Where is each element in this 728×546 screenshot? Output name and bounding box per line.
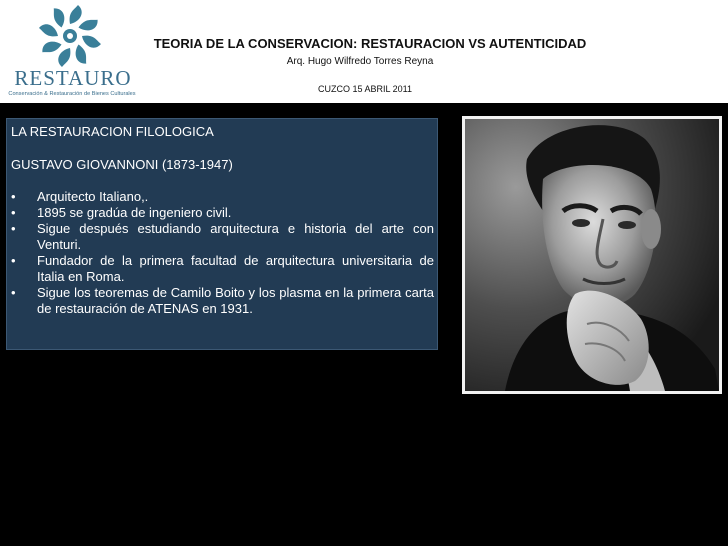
bullet-marker: • bbox=[11, 205, 16, 220]
logo-tagline: Conservación & Restauración de Bienes Culturales bbox=[8, 91, 136, 97]
bullet-text: Sigue los teoremas de Camilo Boito y los plasma en la primera carta de restauración de ATENAS en 1931. bbox=[37, 285, 434, 316]
bullet-item bbox=[11, 205, 434, 221]
person-heading: GUSTAVO GIOVANNONI (1873-1947) bbox=[11, 157, 233, 172]
bullet-marker: • bbox=[11, 189, 16, 204]
content-text-box bbox=[6, 118, 438, 350]
bullet-marker: • bbox=[11, 285, 16, 300]
portrait-photo-frame bbox=[462, 116, 722, 394]
bullet-list bbox=[11, 189, 434, 317]
bullet-item bbox=[11, 221, 434, 253]
logo-wordmark: RESTAURO bbox=[14, 66, 132, 90]
bullet-text: Sigue después estudiando arquitectura e historia del arte con Venturi. bbox=[37, 221, 434, 252]
bullet-item bbox=[11, 189, 434, 205]
swirl-emblem-icon bbox=[36, 2, 104, 70]
bullet-text: Fundador de la primera facultad de arquitectura universitaria de Italia en Roma. bbox=[37, 253, 434, 284]
section-title: LA RESTAURACION FILOLOGICA bbox=[11, 124, 214, 139]
bullet-marker: • bbox=[11, 253, 16, 268]
restauro-logo bbox=[2, 2, 142, 100]
bullet-item bbox=[11, 285, 434, 317]
bullet-text: 1895 se gradúa de ingeniero civil. bbox=[37, 205, 232, 220]
bullet-marker: • bbox=[11, 221, 16, 236]
presentation-title: TEORIA DE LA CONSERVACION: RESTAURACION VS AUTENTICIDAD bbox=[153, 36, 587, 51]
header-band bbox=[0, 0, 728, 103]
author-name: Arq. Hugo Wilfredo Torres Reyna bbox=[286, 56, 434, 67]
bullet-item bbox=[11, 253, 434, 285]
bullet-text: Arquitecto Italiano,. bbox=[37, 189, 149, 204]
presentation-date: CUZCO 15 ABRIL 2011 bbox=[317, 84, 413, 94]
portrait-photo-icon bbox=[465, 119, 719, 391]
